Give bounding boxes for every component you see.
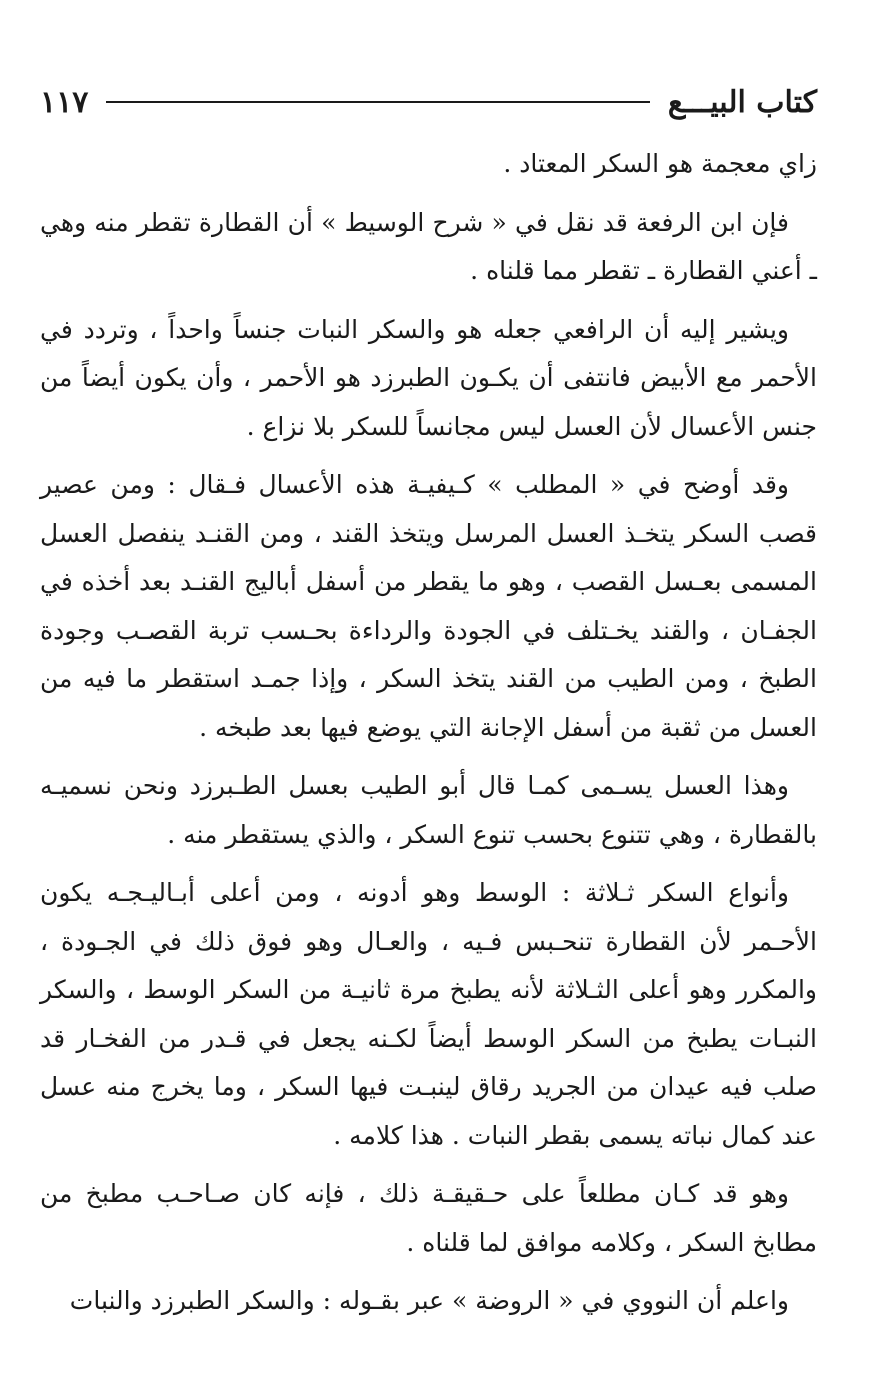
page-number: ١١٧: [40, 84, 89, 120]
paragraph: زاي معجمة هو السكر المعتاد .: [503, 149, 817, 178]
paragraph: فإن ابن الرفعة قد نقل في « شرح الوسيط » أن القطارة تقطر منه وهي ـ أعني القطارة ـ تقطر مما قلناه .: [40, 207, 817, 285]
paragraph: وهو قد كـان مطلعاً على حـقيقـة ذلك ، فإنه كان صـاحـب مطبخ من مطابخ السكر ، وكلامه موافق لما قلناه .: [40, 1179, 817, 1257]
running-title: كتاب البيـــع: [667, 84, 817, 120]
page-header: [40, 80, 817, 124]
paragraph: وهذا العسل يسـمى كمـا قال أبو الطيب بعسل الطـبرزد ونحن نسميـه بالقطارة ، وهي تتنوع بحسب تنوع السكر ، والذي يستقطر منه .: [40, 771, 817, 849]
body-text: [40, 140, 817, 1336]
paragraph: وقد أوضح في « المطلب » كـيفيـة هذه الأعسال فـقال : ومن عصير قصب السكر يتخـذ العسل المرسل ويتخذ القند ، ومن القنـد ينفصل العسل المسمى بعـسل القصب ، وهو ما يقطر من أسفل أباليج القنـد بعد أخذه في الجفـان ، والقند يخـتلف في الجودة والرداءة بحـسب تربة القصـب وجودة الطبخ ، ومن الطيب من القند يتخذ السكر ، وإذا جمـد استقطر ما فيه من العسل من ثقبة من أسفل الإجانة التي يوضع فيها بعد طبخه .: [40, 470, 817, 742]
header-rule: [106, 101, 650, 103]
paragraph: وأنواع السكر ثـلاثة : الوسط وهو أدونه ، ومن أعلى أبـاليـجـه يكون الأحـمر لأن القطارة تنحـبس فـيه ، والعـال وهو فوق ذلك في الجـودة ، والمكرر وهو أعلى الثـلاثة لأنه يطبخ مرة ثانيـة من السكر الوسط ، والسكر النبـات يطبخ من السكر الوسط أيضاً لكـنه يجعل في قـدر من الفخـار قد صلب فيه عيدان من الجريد رقاق لينبـت فيها السكر ، وما يخرج منه عسل عند كمال نباته يسمى بقطر النبات . هذا كلامه .: [40, 878, 817, 1150]
paragraph: ويشير إليه أن الرافعي جعله هو والسكر النبات جنساً واحداً ، وتردد في الأحمر مع الأبيض فانتفى أن يكـون الطبرزد هو الأحمر ، وأن يكون أيضاً من جنس الأعسال لأن العسل ليس مجانساً للسكر بلا نزاع .: [40, 314, 817, 441]
paragraph: واعلم أن النووي في « الروضة » عبر بقـوله : والسكر الطبرزد والنبات: [69, 1286, 789, 1315]
